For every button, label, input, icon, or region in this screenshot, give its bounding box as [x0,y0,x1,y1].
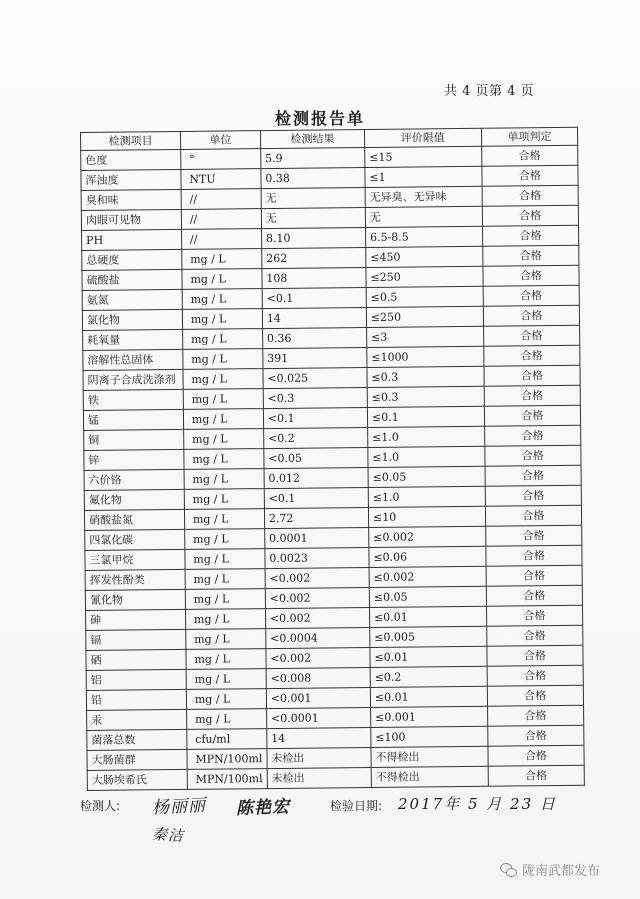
cell-result: <0.1 [263,408,367,429]
cell-judgement: 合格 [483,305,580,326]
cell-limit: ≤0.1 [367,406,484,427]
cell-result: 262 [262,248,366,269]
cell-limit: ≤0.002 [369,526,486,547]
cell-result: 未检出 [267,767,371,788]
cell-result: 无 [261,188,365,209]
cell-unit: // [181,229,261,250]
table-body [81,145,585,790]
column-header-result: 检测结果 [260,130,364,149]
cell-limit: ≤0.001 [370,706,487,727]
cell-judgement: 合格 [488,765,585,786]
cell-result: <0.002 [265,587,369,608]
cell-unit: mg / L [184,489,264,510]
cell-item: 三氯甲烷 [85,549,185,570]
cell-item: 臭和味 [81,189,181,210]
cell-limit: ≤450 [366,246,483,267]
cell-limit: 无 [365,206,482,227]
cell-judgement: 合格 [485,465,582,486]
cell-item: 锌 [84,449,184,470]
cell-limit: ≤3 [367,326,484,347]
cell-result: <0.025 [263,368,367,389]
cell-unit: mg / L [185,569,265,590]
cell-judgement: 合格 [482,205,579,226]
cell-item: 铁 [83,389,183,410]
cell-unit: cfu/ml [187,729,267,750]
cell-unit: // [181,209,261,230]
cell-result: 8.10 [261,228,365,249]
cell-judgement: 合格 [483,325,580,346]
cell-limit: ≤0.05 [369,586,486,607]
cell-judgement: 合格 [486,605,583,626]
column-header-item: 检测项目 [81,131,181,150]
inspector-label: 检测人: [80,799,121,813]
cell-result: <0.002 [265,567,369,588]
cell-limit: ≤0.06 [369,546,486,567]
cell-judgement: 合格 [484,405,581,426]
cell-result: 14 [262,308,366,329]
cell-unit: // [181,189,261,210]
cell-judgement: 合格 [488,745,585,766]
page-count: 共 4 页第 4 页 [444,84,535,99]
cell-limit: ≤0.01 [370,686,487,707]
cell-limit: ≤1 [365,166,482,187]
cell-limit: ≤1.0 [368,486,485,507]
cell-item: 阴离子合成洗涤剂 [83,369,183,390]
cell-judgement: 合格 [483,265,580,286]
cell-result: 108 [262,268,366,289]
cell-item: 锰 [83,409,183,430]
cell-judgement: 合格 [482,185,579,206]
cell-item: 铝 [86,669,186,690]
cell-item: 砷 [86,609,186,630]
cell-item: PH [82,229,182,250]
cell-result: 0.012 [264,468,368,489]
cell-limit: 无异臭、无异味 [365,186,482,207]
cell-item: 色度 [81,149,181,170]
cell-judgement: 合格 [485,485,582,506]
page-title: 检测报告单 [274,109,365,128]
cell-judgement: 合格 [485,505,582,526]
cell-limit: ≤1.0 [368,446,485,467]
cell-item: 总硬度 [82,249,182,270]
cell-item: 铜 [84,429,184,450]
cell-result: 未检出 [267,747,371,768]
cell-limit: ≤0.01 [370,646,487,667]
cell-unit: mg / L [183,389,263,410]
cell-item: 四氯化碳 [85,529,185,550]
cell-limit: ≤1000 [367,346,484,367]
cell-item: 六价铬 [84,469,184,490]
cell-item: 氰化物 [85,589,185,610]
cell-unit: mg / L [183,429,263,450]
cell-judgement: 合格 [486,585,583,606]
watermark [500,860,600,879]
cell-item: 大肠菌群 [87,749,187,770]
cell-result: <0.3 [263,388,367,409]
cell-item: 大肠埃希氏 [87,769,187,790]
cell-item: 挥发性酚类 [85,569,185,590]
signature-2: 陈艳宏 [235,797,291,819]
cell-item: 菌落总数 [87,729,187,750]
cell-result: <0.001 [266,687,370,708]
cell-judgement: 合格 [485,525,582,546]
cell-result: <0.002 [266,647,370,668]
cell-item: 镉 [86,629,186,650]
cell-unit: mg / L [182,249,262,270]
cell-limit: ≤0.005 [370,626,487,647]
cell-result: 391 [263,348,367,369]
cell-result: <0.2 [263,428,367,449]
cell-unit: mg / L [184,469,264,490]
cell-result: 2.72 [264,508,368,529]
cell-judgement: 合格 [482,245,579,266]
cell-result: 0.0023 [265,547,369,568]
cell-limit: ≤250 [366,306,483,327]
cell-item: 溶解性总固体 [83,349,183,370]
cell-unit: mg / L [185,529,265,550]
cell-limit: ≤0.002 [369,566,486,587]
cell-item: 硫酸盐 [82,269,182,290]
cell-limit: ≤10 [368,506,485,527]
cell-unit: mg / L [182,309,262,330]
cell-limit: 不得检出 [371,746,488,767]
cell-result: 14 [267,727,371,748]
cell-unit: mg / L [183,369,263,390]
cell-unit: mg / L [186,689,266,710]
cell-item: 硝酸盐氮 [84,509,184,530]
wechat-icon [500,863,518,877]
cell-unit: mg / L [184,509,264,530]
cell-item: 氨氮 [82,289,182,310]
cell-judgement: 合格 [484,385,581,406]
cell-unit: mg / L [186,669,266,690]
cell-judgement: 合格 [487,725,584,746]
cell-unit: mg / L [185,549,265,570]
cell-unit: mg / L [186,709,266,730]
check-date-label: 检验日期: [330,799,383,813]
cell-judgement: 合格 [486,565,583,586]
cell-limit: 6.5-8.5 [365,226,482,247]
cell-limit: ≤0.3 [367,386,484,407]
watermark-text: 陇南武都发布 [522,864,601,879]
column-header-limit: 评价限值 [364,128,481,147]
cell-judgement: 合格 [485,445,582,466]
cell-result: <0.0004 [266,627,370,648]
cell-result: <0.0001 [266,707,370,728]
cell-item: 铅 [86,689,186,710]
cell-limit: ≤0.2 [370,666,487,687]
cell-judgement: 合格 [486,625,583,646]
cell-unit: mg / L [182,289,262,310]
cell-limit: ≤0.3 [367,366,484,387]
cell-result: 0.38 [261,168,365,189]
cell-limit: ≤15 [365,146,482,167]
cell-limit: ≤1.0 [368,426,485,447]
cell-unit: MPN/100ml [187,749,267,770]
cell-unit: NTU [181,169,261,190]
signature-3: 秦洁 [151,824,185,846]
column-header-unit: 单位 [180,131,260,150]
cell-judgement: 合格 [482,225,579,246]
cell-judgement: 合格 [483,285,580,306]
cell-item: 氟化物 [84,489,184,510]
cell-item: 肉眼可见物 [81,209,181,230]
cell-item: 硒 [86,649,186,670]
cell-unit: mg / L [183,349,263,370]
report-table [80,127,585,791]
cell-judgement: 合格 [482,165,579,186]
cell-judgement: 合格 [484,425,581,446]
cell-item: 氯化物 [82,309,182,330]
check-date-value: 2017年 5 月 23 日 [398,795,557,813]
cell-unit: mg / L [183,409,263,430]
cell-unit: ° [181,149,261,170]
cell-result: <0.1 [262,288,366,309]
cell-unit: mg / L [182,269,262,290]
cell-judgement: 合格 [484,365,581,386]
cell-judgement: 合格 [487,665,584,686]
cell-unit: mg / L [182,329,262,350]
cell-judgement: 合格 [487,685,584,706]
cell-unit: mg / L [186,629,266,650]
cell-limit: ≤0.05 [368,466,485,487]
cell-item: 浑浊度 [81,169,181,190]
signature-1: 杨丽丽 [151,795,207,819]
cell-result: 0.36 [262,328,366,349]
cell-result: <0.1 [264,488,368,509]
cell-judgement: 合格 [483,345,580,366]
cell-unit: mg / L [186,649,266,670]
cell-unit: mg / L [185,609,265,630]
cell-result: 无 [261,208,365,229]
cell-result: <0.002 [265,607,369,628]
column-header-judgement: 单项判定 [481,127,577,146]
cell-limit: ≤100 [371,726,488,747]
table-row [87,765,584,790]
cell-item: 耗氧量 [83,329,183,350]
cell-item: 汞 [87,709,187,730]
cell-judgement: 合格 [486,545,583,566]
cell-result: <0.008 [266,667,370,688]
cell-unit: mg / L [185,589,265,610]
cell-result: 0.0001 [264,527,368,548]
cell-judgement: 合格 [481,145,578,166]
cell-unit: MPN/100ml [187,769,267,790]
cell-limit: ≤250 [366,266,483,287]
cell-result: <0.05 [264,448,368,469]
cell-judgement: 合格 [487,705,584,726]
cell-unit: mg / L [184,449,264,470]
cell-limit: ≤0.5 [366,286,483,307]
cell-judgement: 合格 [487,645,584,666]
cell-limit: ≤0.01 [369,606,486,627]
cell-limit: 不得检出 [371,766,488,787]
cell-result: 5.9 [261,148,365,169]
